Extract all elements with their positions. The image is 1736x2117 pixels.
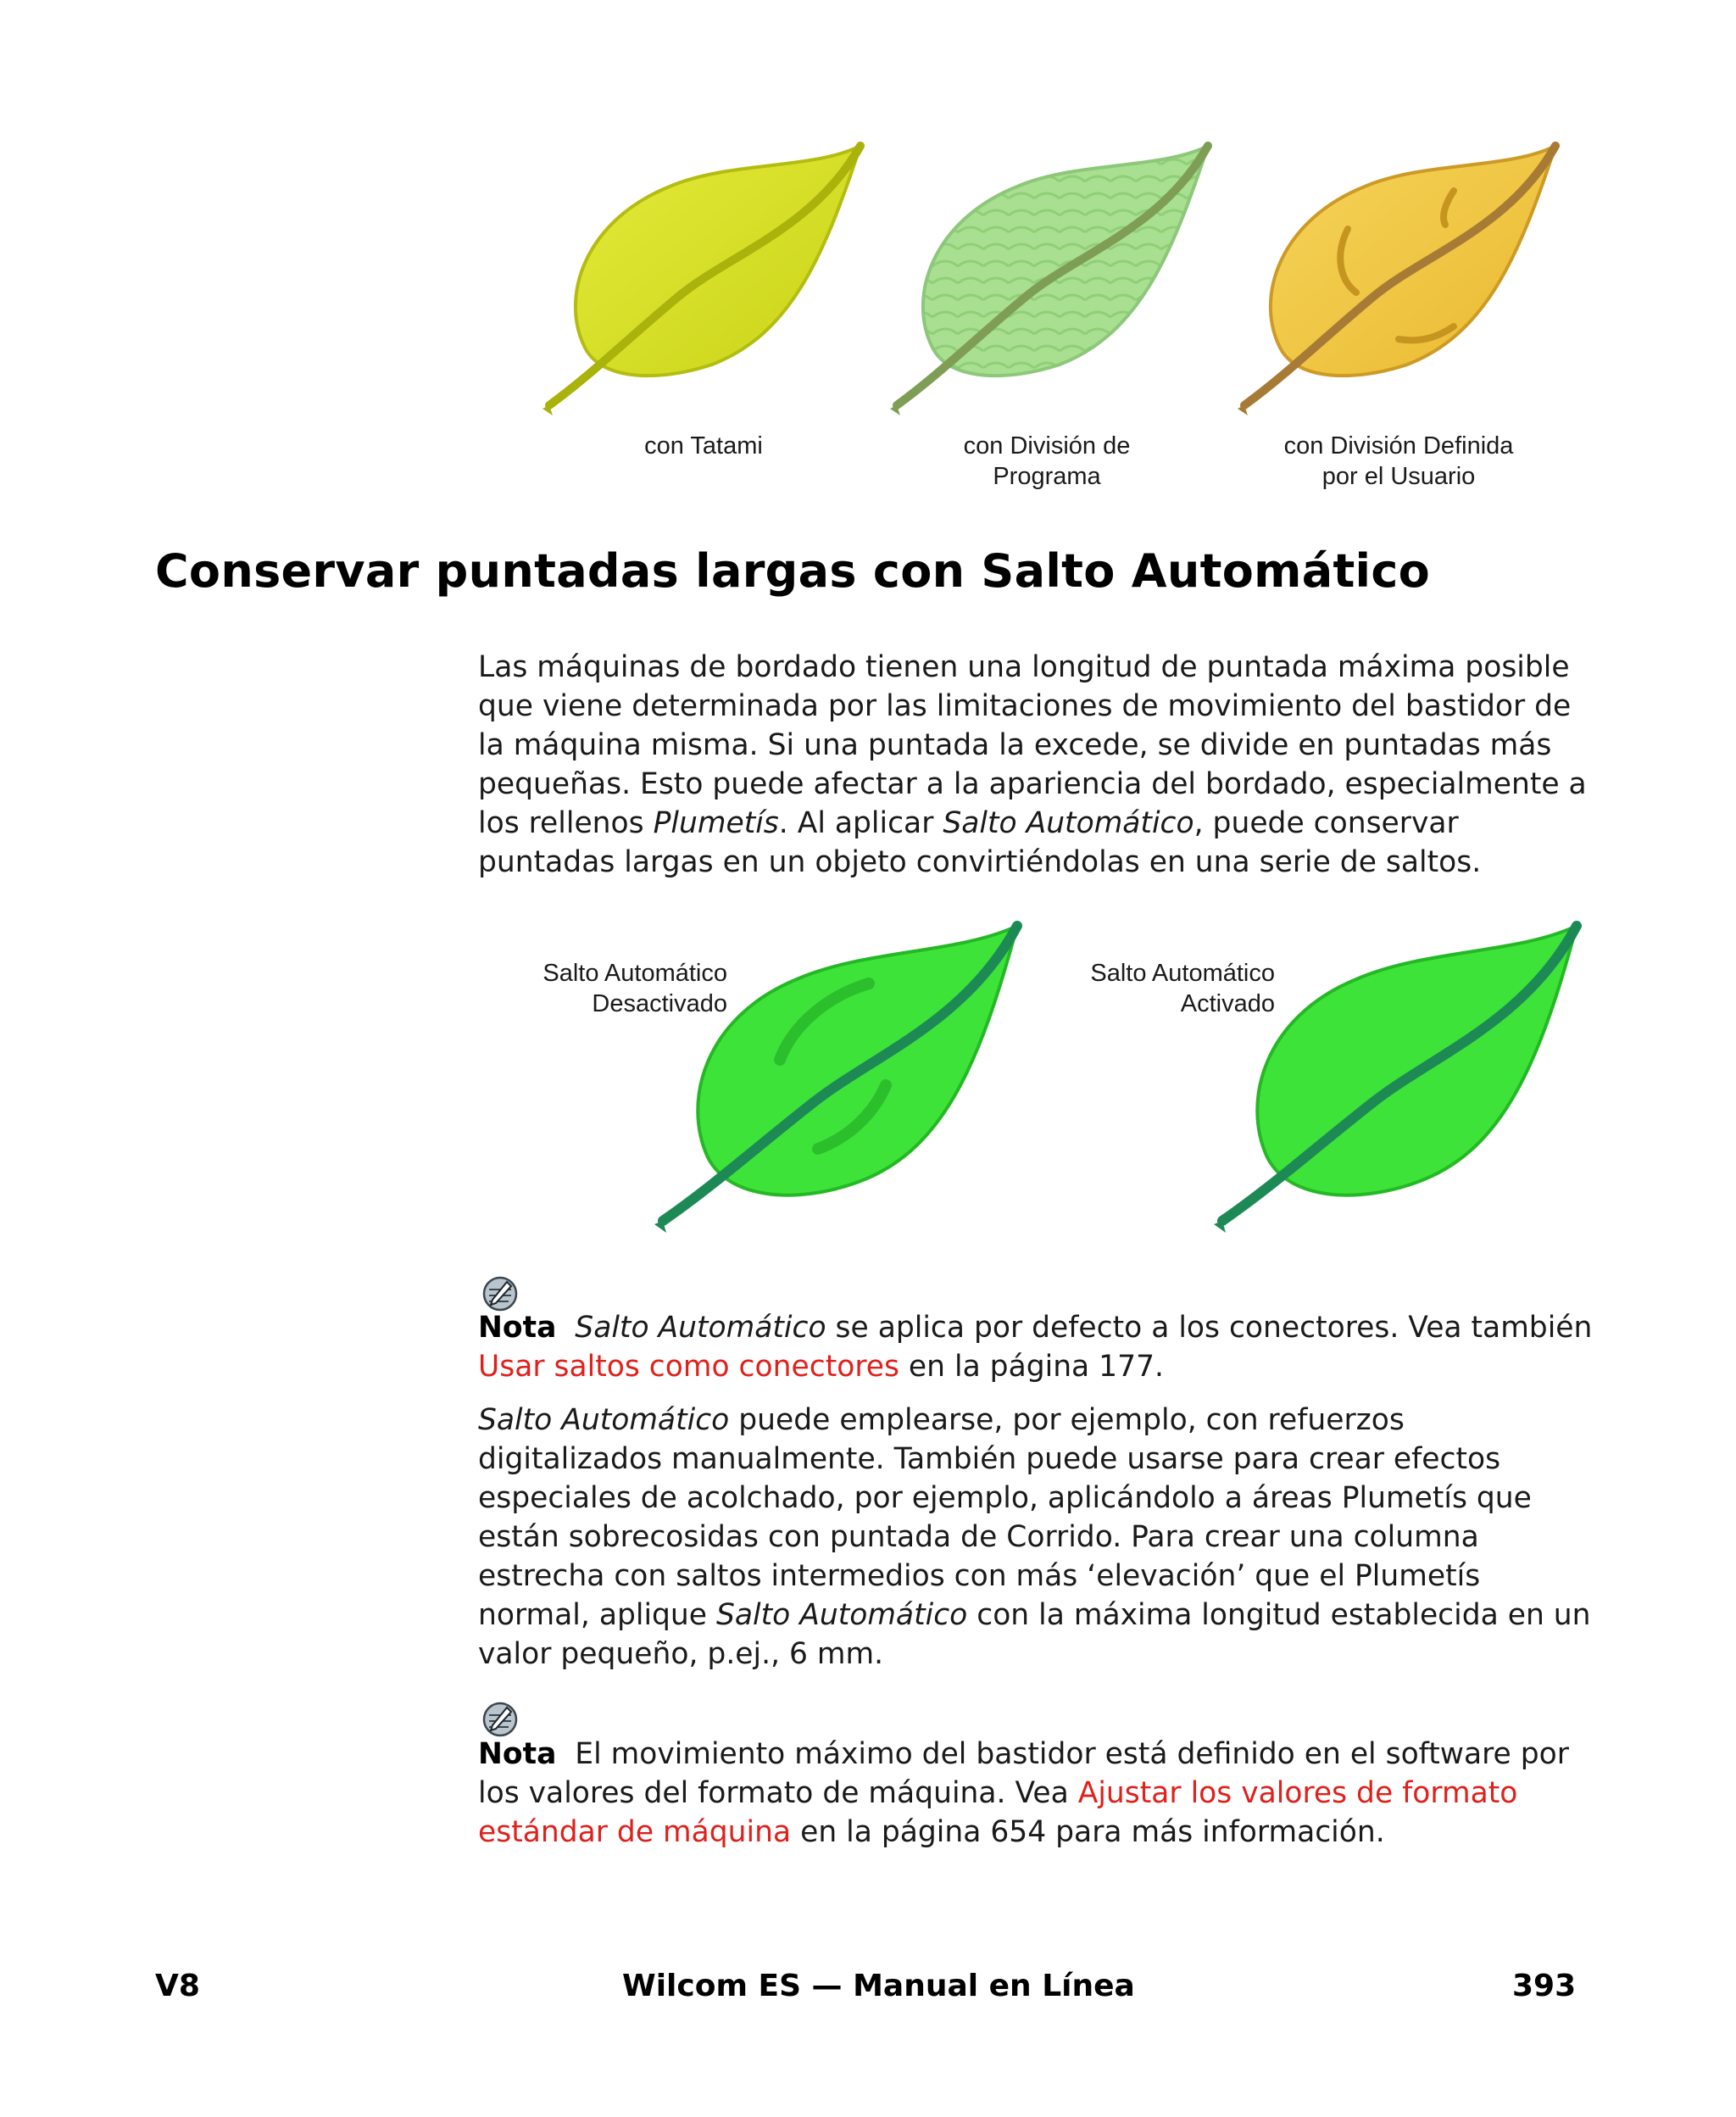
label-autojump-off: Salto Automático Desactivado: [542, 960, 727, 1017]
footer-page-number: 393: [1512, 1969, 1577, 2003]
footer-manual-title: Wilcom ES — Manual en Línea: [622, 1969, 1135, 2003]
caption-user-split: con División Definida por el Usuario: [1283, 432, 1514, 490]
link-ajustar-formato-maquina[interactable]: Ajustar los valores de formato estándar de máquina: [478, 1776, 1518, 1849]
paragraph-2: Salto Automático puede emplearse, por ejemplo, con refuerzos digitalizados manualmente. También puede usarse para crear efectos especiales de acolchado, por ejemplo, aplicándolo a áreas Plumetís que están sobrecosidas con puntada de Corrido. Para crear una columna estrecha con saltos intermedios con más ‘elevación’ que el Plumetís normal, aplique Salto Automático con la máxima longitud establecida en un valor pequeño, p.ej., 6 mm.: [478, 1403, 1591, 1671]
label-autojump-on: Salto Automático Activado: [1090, 960, 1275, 1017]
footer-version: V8: [155, 1969, 200, 2003]
caption-tatami: con Tatami: [644, 432, 763, 460]
leaf-autojump-off-image: [644, 916, 1026, 1238]
caption-program-split: con División de Programa: [963, 432, 1131, 490]
leaf-user-split-image: [1229, 136, 1568, 424]
note-pencil-icon: [481, 1701, 519, 1738]
section-title: Conservar puntadas largas con Salto Automático: [155, 544, 1431, 598]
note-2-label: Nota: [478, 1737, 557, 1771]
note-2: Nota El movimiento máximo del bastidor está definido en el software por los valores del formato de máquina. Vea Ajustar los valores de formato estándar de máquina en la página 654 para más información.: [478, 1737, 1569, 1849]
leaf-autojump-on-image: [1204, 916, 1585, 1238]
intro-paragraph: Las máquinas de bordado tienen una longitud de puntada máxima posible que viene determinada por las limitaciones de movimiento del bastidor de la máquina misma. Si una puntada la excede, se divide en puntadas más pequeñas. Esto puede afectar a la apariencia del bordado, especialmente a los rellenos Plumetís. Al aplicar Salto Automático, puede conservar puntadas largas en un objeto convirtiéndolas en una serie de saltos.: [478, 650, 1587, 879]
leaf-tatami-image: [534, 136, 873, 424]
note-1-label: Nota: [478, 1311, 557, 1345]
link-usar-saltos-conectores[interactable]: Usar saltos como conectores: [478, 1350, 899, 1384]
note-pencil-icon: [481, 1275, 519, 1312]
leaf-program-split-image: [882, 136, 1221, 424]
note-1: Nota Salto Automático se aplica por defecto a los conectores. Vea también Usar saltos como conectores en la página 177.: [478, 1311, 1593, 1384]
